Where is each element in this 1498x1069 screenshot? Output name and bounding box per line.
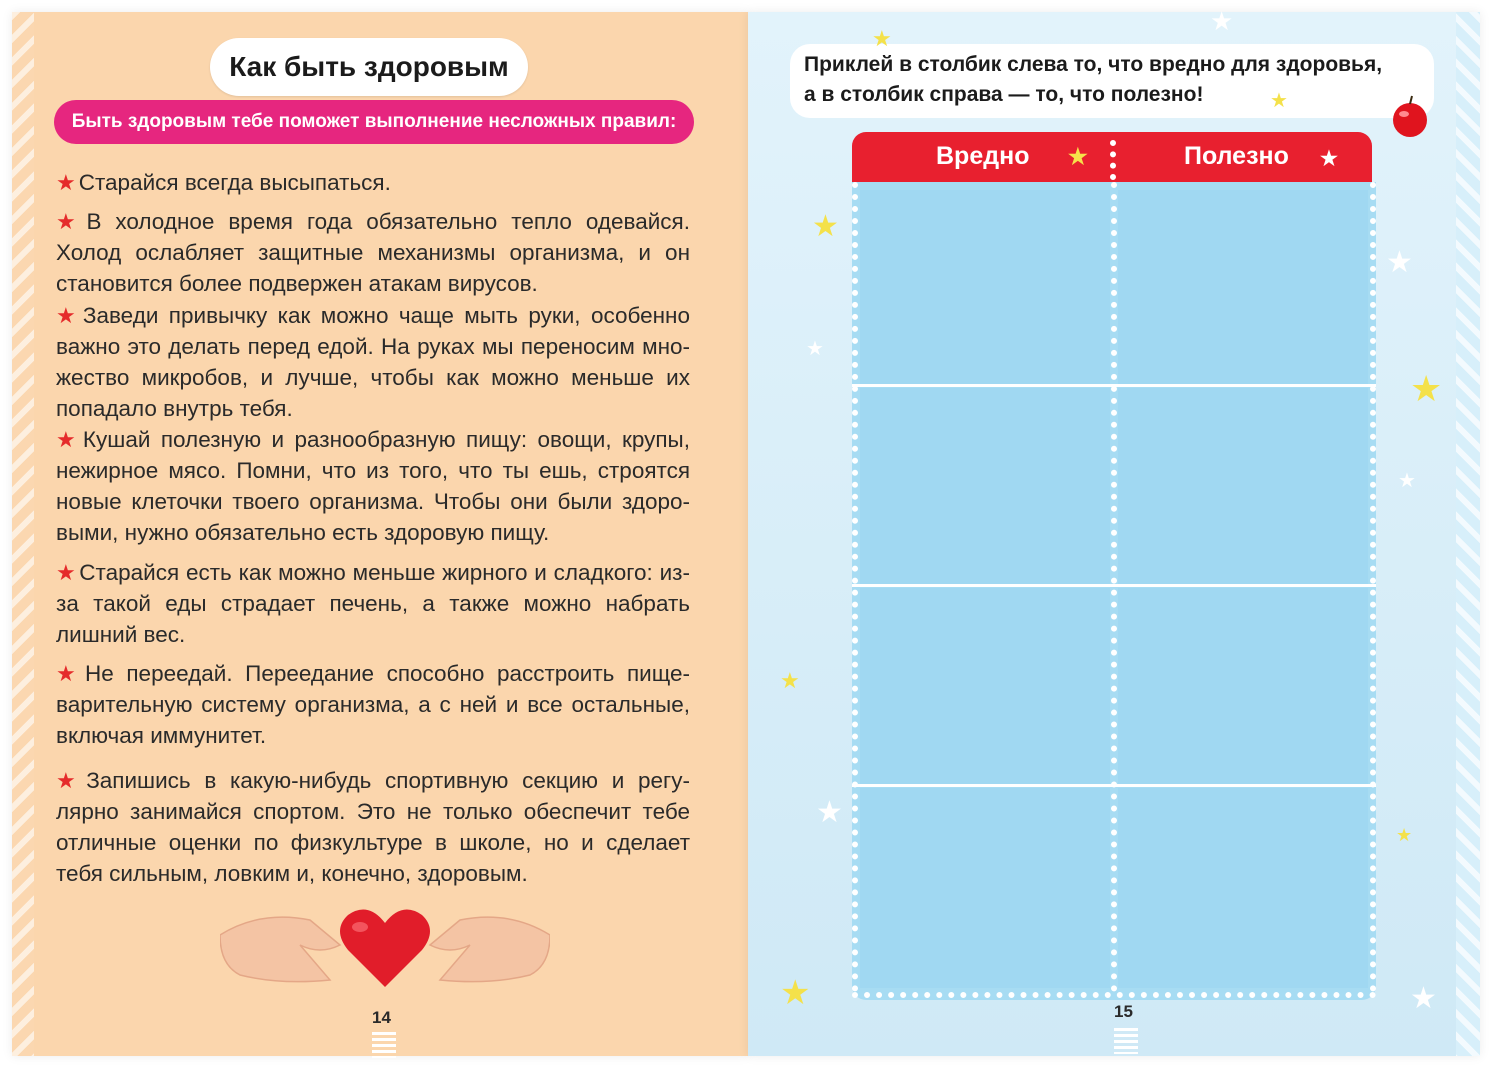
table-header [852,132,1372,184]
column-header-harmful: Вредно [936,142,1030,170]
rule-item [56,658,690,751]
sticker-table [852,182,1376,1000]
star-icon: ★ [1396,825,1413,845]
star-icon: ★ [1398,470,1416,492]
star-icon: ★ [1386,246,1413,279]
instruction-box [790,44,1434,118]
rule-item [56,167,690,198]
star-icon: ★ [1410,982,1437,1015]
instruction-line: Приклей в столбик слева то, что вредно для здоровья, [804,53,1383,76]
dotted-border [1370,182,1376,992]
sticker-cell-useful[interactable] [1118,788,1368,988]
sticker-cell-harmful[interactable] [860,788,1110,988]
star-icon: ★ [1410,368,1443,409]
star-icon: ★ [806,338,824,360]
rule-item [56,206,690,299]
star-icon: ★ [816,796,843,829]
row-divider [852,784,1376,787]
rule-text: Кушай полезную и разнообразную пищу: овощи, крупы, нежирное мясо. Помни, что из того, что ты ешь, строятся новые клеточки твоего организма. Чтобы они были здоро-выми, нужно обязательно есть здоровую пищу. [56,427,690,545]
header-divider [1110,140,1122,180]
instruction-line: а в столбик справа — то, что полезно! [804,83,1204,106]
sticker-cell-harmful[interactable] [860,190,1110,384]
page-title: Как быть здоровым [210,38,528,96]
star-icon: ★ [1068,144,1088,169]
rule-text: Старайся всегда высыпаться. [78,170,391,195]
sticker-cell-useful[interactable] [1118,588,1368,784]
star-icon: ★ [812,210,839,243]
rule-text: Не переедай. Переедание способно расстроить пище-варительную систему организма, а с ней и все остальные, включая иммунитет. [56,661,690,748]
sticker-cell-harmful[interactable] [860,388,1110,584]
row-divider [852,584,1376,587]
star-icon: ★ [56,303,80,328]
star-icon: ★ [56,560,77,585]
rule-item [56,557,690,650]
rules-subtitle: Быть здоровым тебе поможет выполнение несложных правил: [54,100,694,144]
sticker-cell-harmful[interactable] [860,588,1110,784]
rule-item [56,424,690,548]
star-icon: ★ [56,768,84,793]
rule-item [56,765,690,889]
rule-text: Заведи привычку как можно чаще мыть руки, особенно важно это делать перед едой. На руках мы переносим мно-жество микробов, и лучше, чтобы как можно меньше их попадало внутрь тебя. [56,303,690,421]
apple-icon [1388,94,1432,138]
binding-marks [372,1032,396,1058]
star-icon: ★ [56,209,84,234]
sticker-cell-useful[interactable] [1118,190,1368,384]
row-divider [852,384,1376,387]
column-header-useful: Полезно [1184,142,1289,170]
star-icon: ★ [1320,148,1338,170]
rule-text: В холодное время года обязательно тепло одевайся. Холод ослабляет защитные механизмы организма, и он становится более подвержен атакам вирусов. [56,209,690,296]
heart-icon [340,910,430,987]
page-number: 15 [1114,1002,1133,1021]
page-number: 14 [372,1008,391,1027]
dotted-border [852,992,1376,998]
star-icon: ★ [780,668,800,693]
star-icon: ★ [1270,90,1288,112]
dotted-border [852,182,858,992]
binding-marks [1114,1028,1138,1054]
star-icon: ★ [872,26,892,51]
star-icon: ★ [780,974,811,1012]
column-divider [1111,182,1117,992]
rule-item [56,300,690,424]
sticker-cell-useful[interactable] [1118,388,1368,584]
star-icon: ★ [56,427,80,452]
rule-text: Старайся есть как можно меньше жирного и сладкого: из-за такой еды страдает печень, а также можно набрать лишний вес. [56,560,690,647]
hands-heart-illustration [220,905,550,990]
star-icon: ★ [56,661,83,686]
star-icon: ★ [56,170,76,195]
rule-text: Запишись в какую-нибудь спортивную секцию и регу-лярно занимайся спортом. Это не только обеспечит тебе отличные оценки по физкультуре в школе, но и сделает тебя сильным, ловким и, конечно, здоровым. [56,768,690,886]
star-icon: ★ [1210,6,1234,36]
